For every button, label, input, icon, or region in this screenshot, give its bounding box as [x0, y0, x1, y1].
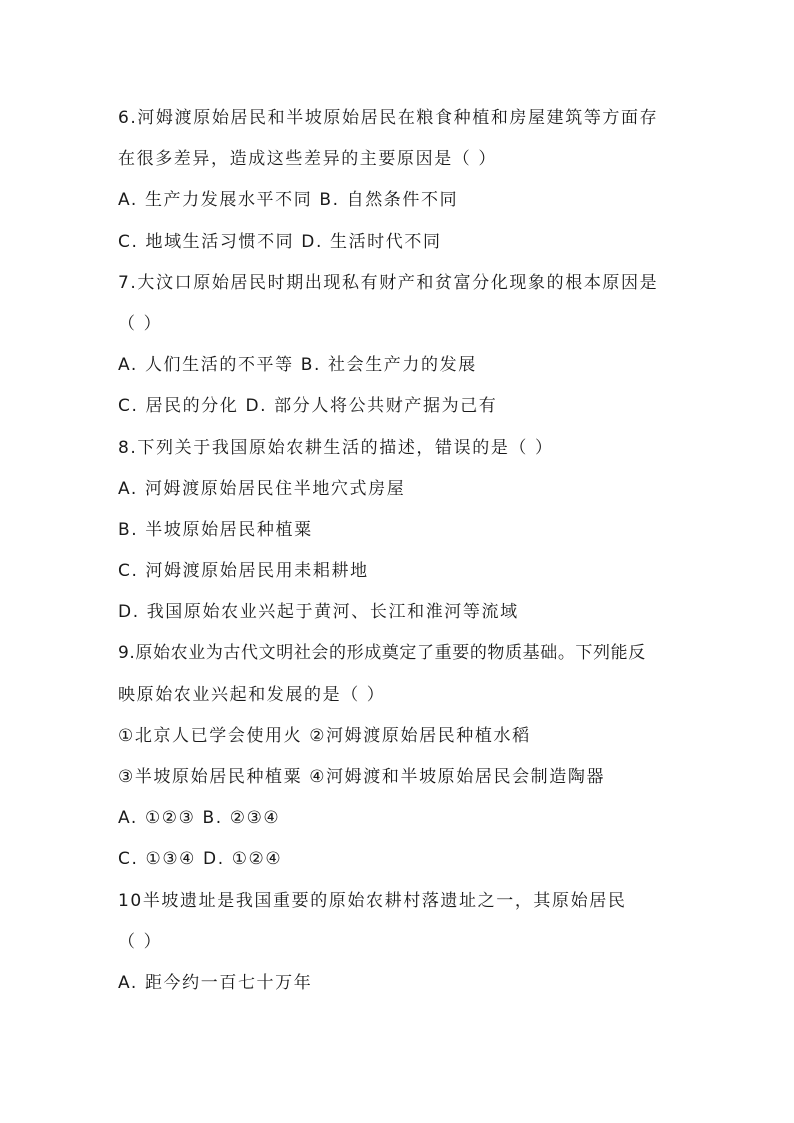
q8-option-b: B. 半坡原始居民种植粟 [118, 519, 313, 540]
q9-options-ab: A. ①②③ B. ②③④ [118, 808, 281, 829]
q7-stem-line-1: 7.大汶口原始居民时期出现私有财产和贫富分化现象的根本原因是 [118, 272, 659, 293]
q10-stem-line-2: （ ） [118, 931, 163, 952]
q9-stem-line-1: 9.原始农业为古代文明社会的形成奠定了重要的物质基础。下列能反 [118, 643, 646, 664]
question-text [118, 104, 678, 1010]
q8-stem: 8.下列关于我国原始农耕生活的描述，错误的是（ ） [118, 437, 554, 458]
q10-stem-line-1: 10半坡遗址是我国重要的原始农耕村落遗址之一，其原始居民 [118, 890, 627, 911]
q8-option-d: D. 我国原始农业兴起于黄河、长江和淮河等流域 [118, 602, 519, 623]
q7-options-ab: A. 人们生活的不平等 B. 社会生产力的发展 [118, 355, 477, 376]
q10-option-a: A. 距今约一百七十万年 [118, 972, 313, 993]
q6-stem-line-2: 在很多差异，造成这些差异的主要原因是（ ） [118, 149, 498, 170]
q8-option-c: C. 河姆渡原始居民用耒耜耕地 [118, 561, 369, 582]
q9-options-cd: C. ①③④ D. ①②④ [118, 849, 283, 870]
q8-option-a: A. 河姆渡原始居民住半地穴式房屋 [118, 478, 406, 499]
q7-stem-line-2: （ ） [118, 313, 163, 334]
q7-options-cd: C. 居民的分化 D. 部分人将公共财产据为己有 [118, 396, 498, 417]
q9-items-12: ①北京人已学会使用火 ②河姆渡原始居民种植水稻 [118, 725, 531, 746]
q6-stem-line-1: 6.河姆渡原始居民和半坡原始居民在粮食种植和房屋建筑等方面存 [118, 108, 659, 128]
q9-items-34: ③半坡原始居民种植粟 ④河姆渡和半坡原始居民会制造陶器 [118, 767, 606, 787]
q9-stem-line-2: 映原始农业兴起和发展的是（ ） [118, 684, 386, 705]
q6-options-cd: C. 地域生活习惯不同 D. 生活时代不同 [118, 231, 442, 252]
q6-options-ab: A. 生产力发展水平不同 B. 自然条件不同 [118, 190, 459, 211]
